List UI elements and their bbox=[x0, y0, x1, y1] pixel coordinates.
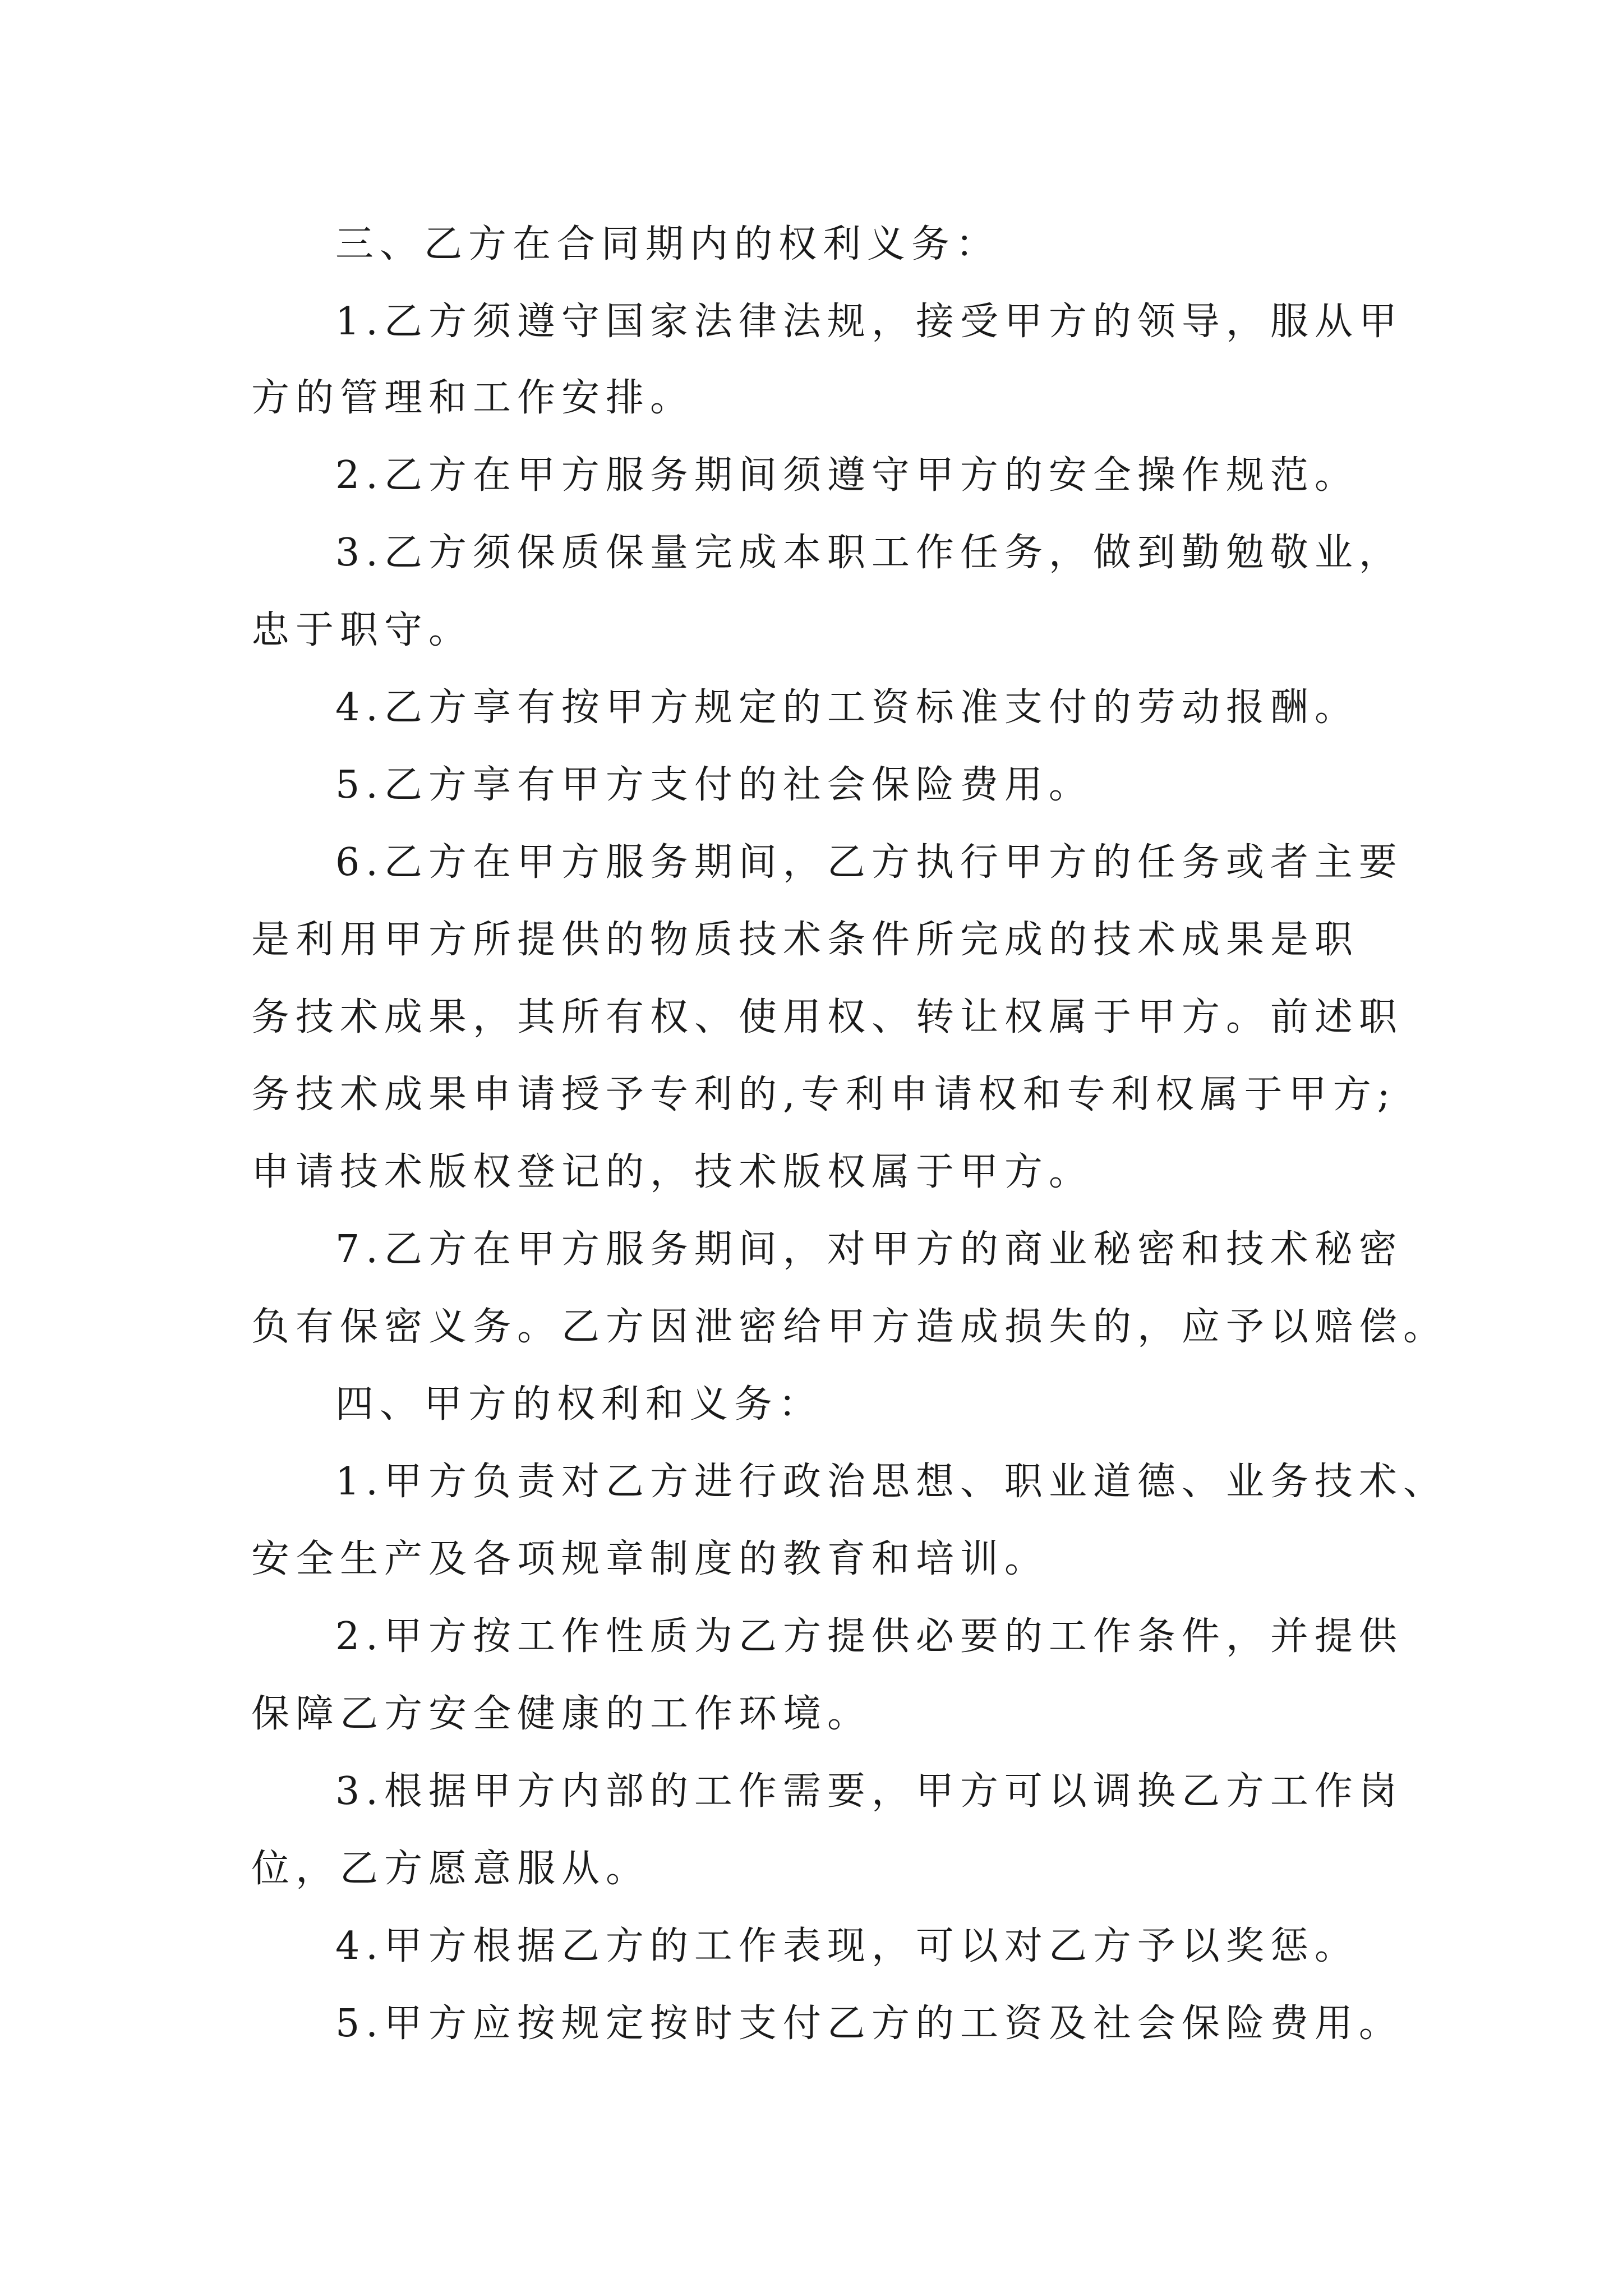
clause-3-1-line-2: 方的管理和工作安排。 bbox=[251, 376, 695, 420]
clause-4-4: 4.甲方根据乙方的工作表现，可以对乙方予以奖惩。 bbox=[335, 1924, 1359, 1968]
clause-3-7-line-2: 负有保密义务。乙方因泄密给甲方造成损失的，应予以赔偿。 bbox=[251, 1305, 1448, 1349]
section-heading-4: 四、甲方的权利和义务： bbox=[335, 1382, 823, 1427]
clause-3-6-line-1: 6.乙方在甲方服务期间，乙方执行甲方的任务或者主要 bbox=[335, 840, 1403, 885]
clause-4-5: 5.甲方应按规定按时支付乙方的工资及社会保险费用。 bbox=[335, 2001, 1403, 2046]
clause-4-3-line-2: 位，乙方愿意服从。 bbox=[251, 1847, 651, 1891]
clause-4-2-line-1: 2.甲方按工作性质为乙方提供必要的工作条件，并提供 bbox=[335, 1614, 1403, 1659]
clause-3-5: 5.乙方享有甲方支付的社会保险费用。 bbox=[335, 763, 1093, 807]
clause-3-1-line-1: 1.乙方须遵守国家法律法规，接受甲方的领导，服从甲 bbox=[335, 300, 1403, 344]
clause-4-3-line-1: 3.根据甲方内部的工作需要，甲方可以调换乙方工作岗 bbox=[335, 1769, 1403, 1814]
clause-4-1-line-2: 安全生产及各项规章制度的教育和培训。 bbox=[251, 1537, 1049, 1581]
clause-3-3-line-2: 忠于职守。 bbox=[251, 608, 473, 652]
clause-3-6-line-5: 申请技术版权登记的，技术版权属于甲方。 bbox=[251, 1150, 1094, 1194]
clause-4-2-line-2: 保障乙方安全健康的工作环境。 bbox=[251, 1692, 872, 1736]
section-heading-3: 三、乙方在合同期内的权利义务： bbox=[335, 222, 1000, 266]
clause-3-7-line-1: 7.乙方在甲方服务期间，对甲方的商业秘密和技术秘密 bbox=[335, 1227, 1403, 1272]
clause-3-4: 4.乙方享有按甲方规定的工资标准支付的劳动报酬。 bbox=[335, 685, 1359, 730]
clause-4-1-line-1: 1.甲方负责对乙方进行政治思想、职业道德、业务技术、 bbox=[335, 1460, 1447, 1504]
clause-3-6-line-3: 务技术成果，其所有权、使用权、转让权属于甲方。前述职 bbox=[251, 995, 1404, 1039]
clause-3-6-line-4: 务技术成果申请授予专利的,专利申请权和专利权属于甲方; bbox=[251, 1073, 1396, 1117]
clause-3-6-line-2: 是利用甲方所提供的物质技术条件所完成的技术成果是职 bbox=[251, 918, 1359, 962]
clause-3-3-line-1: 3.乙方须保质保量完成本职工作任务，做到勤勉敬业， bbox=[335, 531, 1403, 575]
clause-3-2: 2.乙方在甲方服务期间须遵守甲方的安全操作规范。 bbox=[335, 453, 1359, 498]
